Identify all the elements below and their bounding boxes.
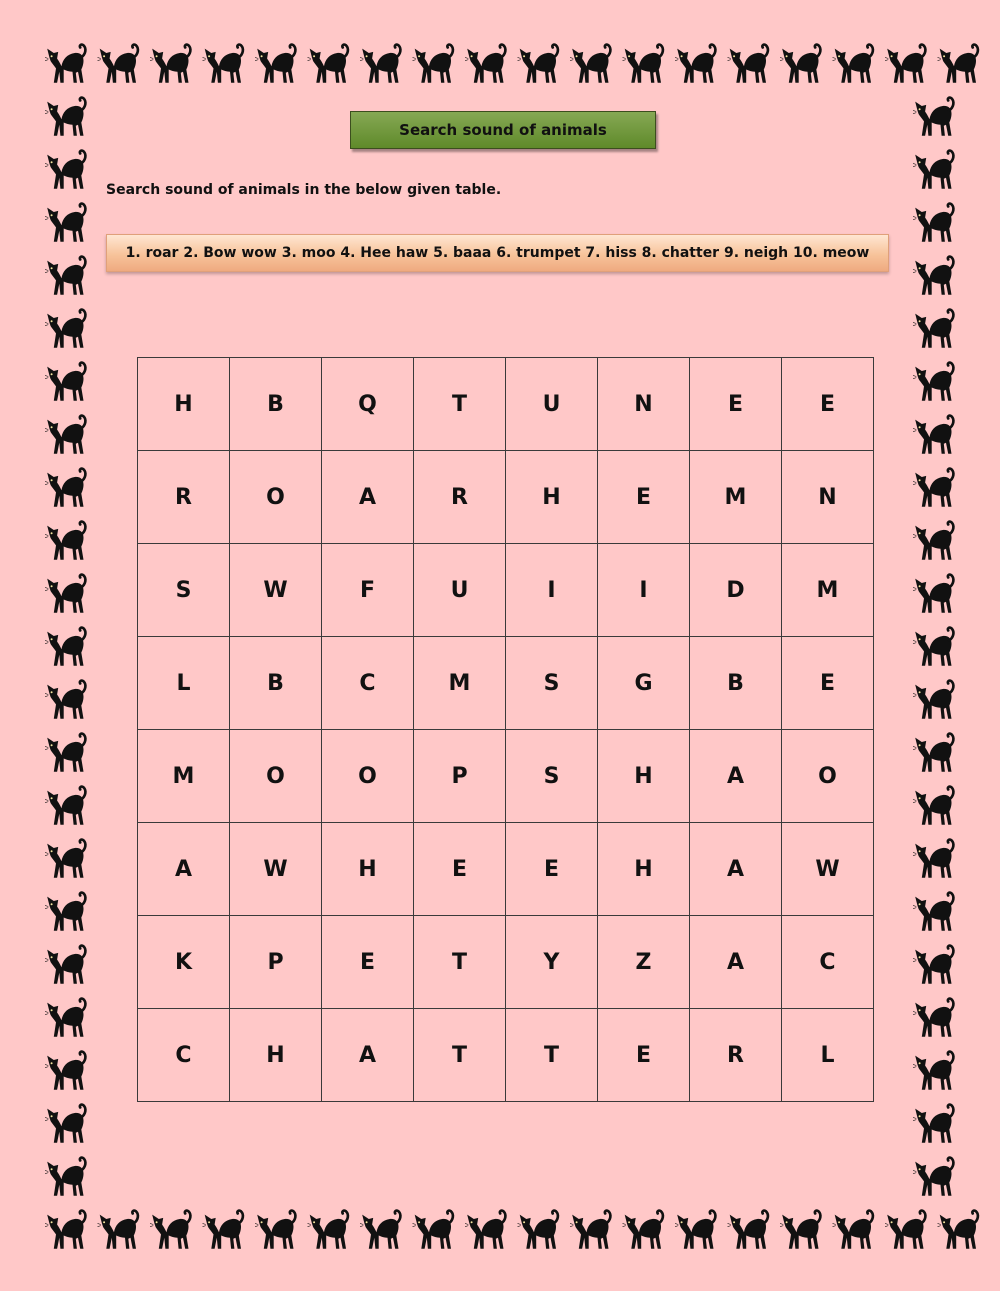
grid-cell[interactable]: E <box>598 1009 690 1102</box>
black-cat-icon <box>150 1211 190 1249</box>
grid-cell[interactable]: E <box>690 358 782 451</box>
grid-cell[interactable]: O <box>230 730 322 823</box>
black-cat-icon <box>728 45 768 83</box>
grid-cell[interactable]: P <box>414 730 506 823</box>
grid-cell[interactable]: C <box>782 916 874 1009</box>
black-cat-icon <box>203 45 243 83</box>
black-cat-icon <box>728 1211 768 1249</box>
grid-row <box>138 916 874 1009</box>
black-cat-icon <box>360 1211 400 1249</box>
grid-cell[interactable]: O <box>230 451 322 544</box>
grid-cell[interactable]: I <box>598 544 690 637</box>
grid-cell[interactable]: T <box>414 916 506 1009</box>
black-cat-icon <box>623 45 663 83</box>
grid-cell[interactable]: K <box>138 916 230 1009</box>
black-cat-icon <box>465 1211 505 1249</box>
black-cat-icon <box>45 999 85 1037</box>
grid-cell[interactable]: Y <box>506 916 598 1009</box>
title-banner <box>350 111 656 149</box>
grid-cell[interactable]: A <box>322 1009 414 1102</box>
black-cat-icon <box>203 1211 243 1249</box>
black-cat-icon <box>45 946 85 984</box>
grid-cell[interactable]: R <box>414 451 506 544</box>
black-cat-icon <box>45 257 85 295</box>
word-list: 1. roar 2. Bow wow 3. moo 4. Hee haw 5. baaa 6. trumpet 7. hiss 8. chatter 9. neigh 10. meow <box>125 245 870 261</box>
black-cat-icon <box>913 840 953 878</box>
grid-cell[interactable]: R <box>138 451 230 544</box>
black-cat-icon <box>45 522 85 560</box>
grid-cell[interactable]: M <box>138 730 230 823</box>
grid-cell[interactable]: E <box>414 823 506 916</box>
black-cat-icon <box>45 575 85 613</box>
black-cat-icon <box>518 1211 558 1249</box>
grid-cell[interactable]: M <box>782 544 874 637</box>
grid-row <box>138 1009 874 1102</box>
grid-cell[interactable]: H <box>322 823 414 916</box>
black-cat-icon <box>913 946 953 984</box>
black-cat-icon <box>938 1211 978 1249</box>
grid-cell[interactable]: W <box>230 544 322 637</box>
grid-cell[interactable]: L <box>782 1009 874 1102</box>
grid-cell[interactable]: F <box>322 544 414 637</box>
black-cat-icon <box>45 98 85 136</box>
black-cat-icon <box>913 363 953 401</box>
black-cat-icon <box>913 999 953 1037</box>
black-cat-icon <box>308 1211 348 1249</box>
black-cat-icon <box>413 45 453 83</box>
grid-row <box>138 730 874 823</box>
black-cat-icon <box>98 45 138 83</box>
grid-cell[interactable]: C <box>138 1009 230 1102</box>
grid-cell[interactable]: B <box>230 358 322 451</box>
grid-cell[interactable]: E <box>322 916 414 1009</box>
black-cat-icon <box>570 1211 610 1249</box>
grid-cell[interactable]: I <box>506 544 598 637</box>
black-cat-icon <box>913 1158 953 1196</box>
black-cat-icon <box>45 363 85 401</box>
black-cat-icon <box>833 1211 873 1249</box>
black-cat-icon <box>913 1105 953 1143</box>
grid-cell[interactable]: C <box>322 637 414 730</box>
grid-cell[interactable]: L <box>138 637 230 730</box>
grid-cell[interactable]: N <box>598 358 690 451</box>
grid-cell[interactable]: T <box>506 1009 598 1102</box>
black-cat-icon <box>623 1211 663 1249</box>
grid-cell[interactable]: S <box>138 544 230 637</box>
black-cat-icon <box>780 45 820 83</box>
word-list-banner <box>106 234 889 272</box>
black-cat-icon <box>913 98 953 136</box>
grid-cell[interactable]: G <box>598 637 690 730</box>
grid-cell[interactable]: B <box>690 637 782 730</box>
grid-row <box>138 544 874 637</box>
black-cat-icon <box>913 151 953 189</box>
black-cat-icon <box>913 575 953 613</box>
grid-cell[interactable]: A <box>322 451 414 544</box>
black-cat-icon <box>913 310 953 348</box>
black-cat-icon <box>308 45 348 83</box>
grid-cell[interactable]: A <box>690 730 782 823</box>
black-cat-icon <box>45 734 85 772</box>
grid-cell[interactable]: P <box>230 916 322 1009</box>
grid-cell[interactable]: H <box>598 823 690 916</box>
black-cat-icon <box>45 1158 85 1196</box>
black-cat-icon <box>45 416 85 454</box>
grid-cell[interactable]: E <box>782 637 874 730</box>
grid-cell[interactable]: E <box>782 358 874 451</box>
word-search-grid <box>137 357 874 1102</box>
black-cat-icon <box>913 734 953 772</box>
black-cat-icon <box>465 45 505 83</box>
grid-cell[interactable]: A <box>690 916 782 1009</box>
black-cat-icon <box>45 45 85 83</box>
grid-cell[interactable]: D <box>690 544 782 637</box>
black-cat-icon <box>913 681 953 719</box>
black-cat-icon <box>45 310 85 348</box>
black-cat-icon <box>675 1211 715 1249</box>
black-cat-icon <box>885 1211 925 1249</box>
black-cat-icon <box>45 204 85 242</box>
black-cat-icon <box>45 151 85 189</box>
grid-cell[interactable]: A <box>138 823 230 916</box>
black-cat-icon <box>255 1211 295 1249</box>
black-cat-icon <box>913 469 953 507</box>
grid-row <box>138 358 874 451</box>
grid-cell[interactable]: O <box>782 730 874 823</box>
black-cat-icon <box>885 45 925 83</box>
black-cat-icon <box>45 1211 85 1249</box>
black-cat-icon <box>938 45 978 83</box>
black-cat-icon <box>45 1105 85 1143</box>
black-cat-icon <box>45 787 85 825</box>
grid-cell[interactable]: S <box>506 637 598 730</box>
black-cat-icon <box>913 416 953 454</box>
black-cat-icon <box>780 1211 820 1249</box>
grid-cell[interactable]: W <box>782 823 874 916</box>
grid-cell[interactable]: M <box>414 637 506 730</box>
black-cat-icon <box>413 1211 453 1249</box>
grid-cell[interactable]: S <box>506 730 598 823</box>
grid-cell[interactable]: T <box>414 358 506 451</box>
black-cat-icon <box>98 1211 138 1249</box>
grid-cell[interactable]: T <box>414 1009 506 1102</box>
black-cat-icon <box>45 681 85 719</box>
grid-cell[interactable]: E <box>506 823 598 916</box>
grid-cell[interactable]: O <box>322 730 414 823</box>
grid-cell[interactable]: E <box>598 451 690 544</box>
grid-cell[interactable]: Q <box>322 358 414 451</box>
grid-cell[interactable]: U <box>414 544 506 637</box>
black-cat-icon <box>913 1052 953 1090</box>
black-cat-icon <box>255 45 295 83</box>
black-cat-icon <box>518 45 558 83</box>
black-cat-icon <box>675 45 715 83</box>
black-cat-icon <box>45 893 85 931</box>
black-cat-icon <box>45 628 85 666</box>
grid-cell[interactable]: U <box>506 358 598 451</box>
black-cat-icon <box>833 45 873 83</box>
grid-row <box>138 823 874 916</box>
black-cat-icon <box>45 469 85 507</box>
black-cat-icon <box>913 257 953 295</box>
black-cat-icon <box>150 45 190 83</box>
grid-cell[interactable]: A <box>690 823 782 916</box>
grid-cell[interactable]: R <box>690 1009 782 1102</box>
black-cat-icon <box>913 893 953 931</box>
grid-row <box>138 637 874 730</box>
black-cat-icon <box>913 522 953 560</box>
black-cat-icon <box>45 840 85 878</box>
black-cat-icon <box>913 204 953 242</box>
black-cat-icon <box>913 628 953 666</box>
black-cat-icon <box>570 45 610 83</box>
grid-cell[interactable]: B <box>230 637 322 730</box>
page-title: Search sound of animals <box>399 121 607 139</box>
grid-row <box>138 451 874 544</box>
instruction-text: Search sound of animals in the below given table. <box>106 182 502 198</box>
grid-cell[interactable]: Z <box>598 916 690 1009</box>
grid-cell[interactable]: N <box>782 451 874 544</box>
black-cat-icon <box>360 45 400 83</box>
grid-cell[interactable]: H <box>598 730 690 823</box>
black-cat-icon <box>45 1052 85 1090</box>
grid-cell[interactable]: H <box>230 1009 322 1102</box>
grid-cell[interactable]: H <box>506 451 598 544</box>
grid-cell[interactable]: M <box>690 451 782 544</box>
black-cat-icon <box>913 787 953 825</box>
grid-cell[interactable]: W <box>230 823 322 916</box>
grid-cell[interactable]: H <box>138 358 230 451</box>
